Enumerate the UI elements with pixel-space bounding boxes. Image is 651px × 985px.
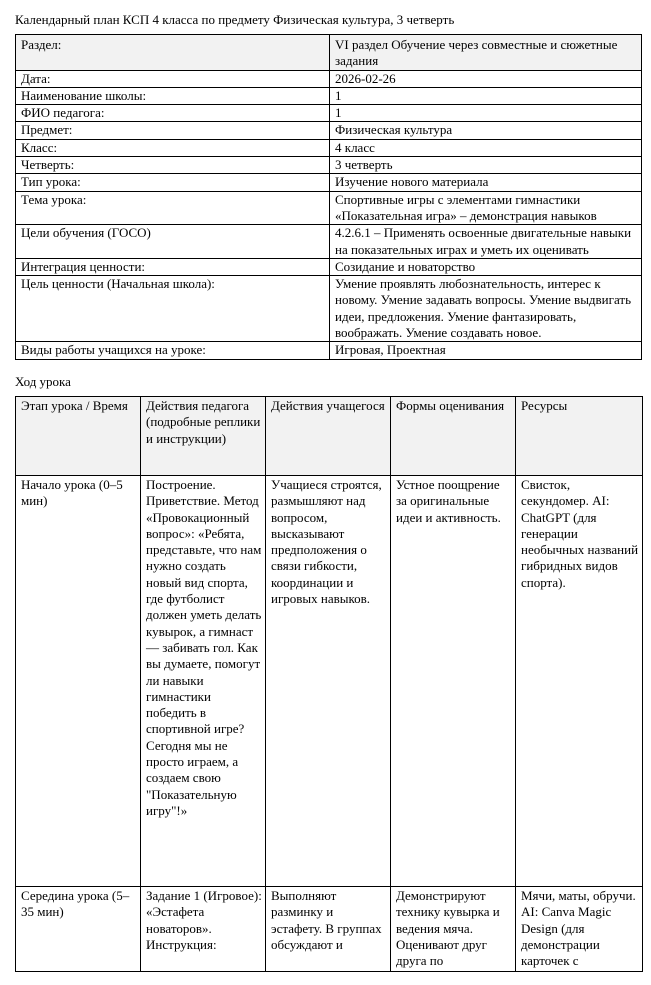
- meta-key: Интеграция ценности:: [16, 258, 330, 275]
- meta-row: [16, 191, 642, 225]
- meta-value: VI раздел Обучение через совместные и сюжетные задания: [330, 35, 642, 71]
- meta-key: Тема урока:: [16, 191, 330, 225]
- meta-row: [16, 258, 642, 275]
- meta-key: Наименование школы:: [16, 87, 330, 104]
- meta-row: [16, 174, 642, 191]
- student-actions-cell: Выполняют разминку и эстафету. В группах обсуждают и: [266, 887, 391, 972]
- stage-cell: Начало урока (0–5 мин): [16, 476, 141, 887]
- meta-row: [16, 157, 642, 174]
- meta-key: Класс:: [16, 139, 330, 156]
- meta-row: [16, 225, 642, 259]
- meta-key: Виды работы учащихся на уроке:: [16, 342, 330, 359]
- meta-key: Раздел:: [16, 35, 330, 71]
- meta-value: 1: [330, 87, 642, 104]
- resources-cell: Мячи, маты, обручи. AI: Canva Magic Design (для демонстрации карточек с: [516, 887, 643, 972]
- meta-value: 1: [330, 105, 642, 122]
- assessment-cell: Устное поощрение за оригинальные идеи и активность.: [391, 476, 516, 887]
- header-resources: Ресурсы: [516, 397, 643, 476]
- meta-value: Спортивные игры с элементами гимнастики «Показательная игра» – демонстрация навыков: [330, 191, 642, 225]
- lesson-flow-label: Ход урока: [15, 374, 71, 389]
- meta-value: Игровая, Проектная: [330, 342, 642, 359]
- meta-value: Умение проявлять любознательность, интерес к новому. Умение задавать вопросы. Умение выдвигать идеи, предложения. Умение фантазировать, воображать. Умение создавать новое.: [330, 276, 642, 342]
- meta-value: Созидание и новаторство: [330, 258, 642, 275]
- meta-row: [16, 276, 642, 342]
- header-assessment: Формы оценивания: [391, 397, 516, 476]
- document-title: Календарный план КСП 4 класса по предмету Физическая культура, 3 четверть: [15, 12, 455, 27]
- meta-key: ФИО педагога:: [16, 105, 330, 122]
- meta-value: Физическая культура: [330, 122, 642, 139]
- meta-value: 4.2.6.1 – Применять освоенные двигательные навыки на показательных играх и уметь их оценивать: [330, 225, 642, 259]
- table-row: [16, 887, 643, 972]
- assessment-cell: Демонстрируют технику кувырка и ведения мяча. Оценивают друг друга по: [391, 887, 516, 972]
- lesson-meta-table: [15, 34, 642, 360]
- meta-key: Предмет:: [16, 122, 330, 139]
- student-actions-cell: Учащиеся строятся, размышляют над вопросом, высказывают предположения о связи гибкости, координации и игровых навыков.: [266, 476, 391, 887]
- lesson-flow-table: [15, 396, 643, 972]
- meta-row: [16, 139, 642, 156]
- meta-value: 4 класс: [330, 139, 642, 156]
- meta-row: [16, 70, 642, 87]
- meta-row: [16, 105, 642, 122]
- meta-value: 2026-02-26: [330, 70, 642, 87]
- header-student: Действия учащегося: [266, 397, 391, 476]
- meta-row: [16, 35, 642, 71]
- meta-value: Изучение нового материала: [330, 174, 642, 191]
- meta-key: Цель ценности (Начальная школа):: [16, 276, 330, 342]
- meta-key: Дата:: [16, 70, 330, 87]
- header-stage: Этап урока / Время: [16, 397, 141, 476]
- meta-key: Цели обучения (ГОСО): [16, 225, 330, 259]
- teacher-actions-cell: Задание 1 (Игровое): «Эстафета новаторов». Инструкция:: [141, 887, 266, 972]
- resources-cell: Свисток, секундомер. AI: ChatGPT (для генерации необычных названий гибридных видов спорта).: [516, 476, 643, 887]
- meta-key: Четверть:: [16, 157, 330, 174]
- table-header-row: [16, 397, 643, 476]
- header-teacher: Действия педагога (подробные реплики и инструкции): [141, 397, 266, 476]
- meta-row: [16, 87, 642, 104]
- meta-row: [16, 122, 642, 139]
- meta-value: 3 четверть: [330, 157, 642, 174]
- table-row: [16, 476, 643, 887]
- meta-key: Тип урока:: [16, 174, 330, 191]
- teacher-actions-cell: Построение. Приветствие. Метод «Провокационный вопрос»: «Ребята, представьте, что нам нужно создать новый вид спорта, где футболист должен уметь делать кувырок, а гимнаст — забивать гол. Как вы думаете, помогут ли навыки гимнастики победить в спортивной игре? Сегодня мы не просто играем, а создаем свою "Показательную игру"!»: [141, 476, 266, 887]
- meta-row: [16, 342, 642, 359]
- stage-cell: Середина урока (5–35 мин): [16, 887, 141, 972]
